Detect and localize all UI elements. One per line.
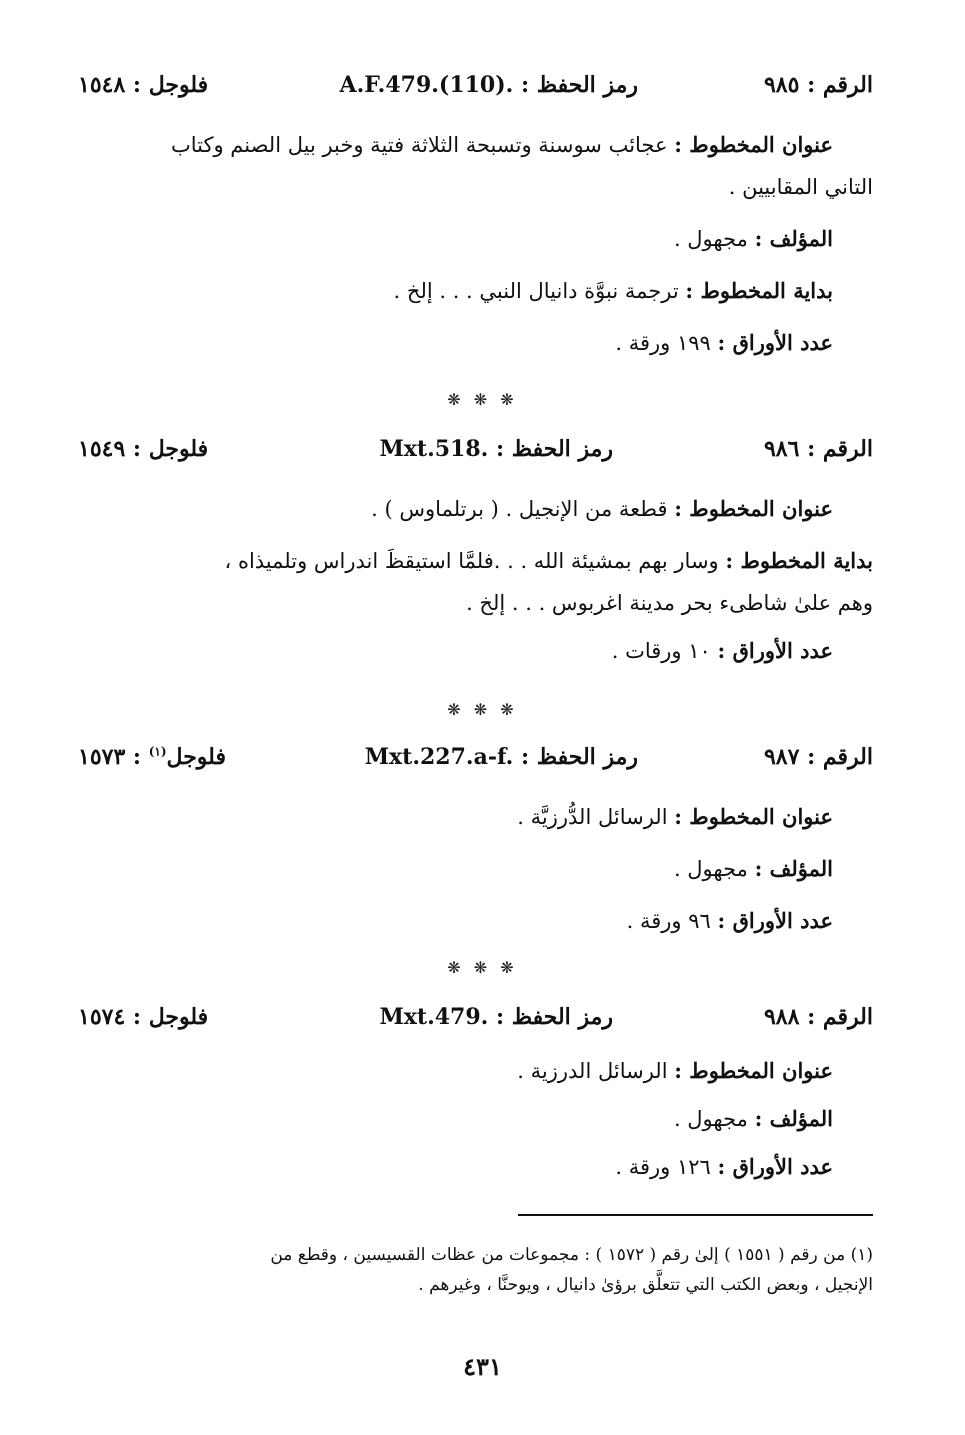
shelfmark-value: Mxt.518. [379, 436, 489, 462]
leaves-value: ١٩٩ ورقة . [615, 331, 711, 355]
entry-header [78, 744, 873, 784]
title-continuation: التاني المقابيين . [728, 175, 873, 199]
separator: ❋ ❋ ❋ [447, 390, 518, 409]
start-value: وسار بهم بمشيئة الله . . .فلمَّا استيقظَ اندراس وتلميذاه ، [224, 549, 719, 573]
flugel-number: فلوجل : ١٥٤٨ [78, 72, 209, 98]
flugel-word: فلوجل [166, 744, 226, 770]
author-key: المؤلف : [754, 226, 833, 251]
start-continuation: وهم علىٰ شاطىء بحر مدينة اغربوس . . . إلخ . [466, 591, 873, 615]
start-value: ترجمة نبوَّة دانيال النبي . . . إلخ . [393, 279, 679, 303]
start-key: بداية المخطوط : [725, 548, 873, 573]
leaves-line [78, 630, 873, 672]
title-key: عنوان المخطوط : [674, 132, 833, 157]
leaves-line [78, 900, 873, 942]
shelfmark [365, 744, 638, 770]
footnote-marker: (١) [148, 744, 167, 759]
author-key: المؤلف : [754, 856, 833, 881]
flugel-number [78, 744, 226, 770]
footnote-line-2: الإنجيل ، وبعض الكتب التي تتعلَّق برؤىٰ دانيال ، ويوحنَّا ، وغيرهم . [418, 1275, 873, 1295]
entry-number: الرقم : ٩٨٧ [763, 744, 873, 770]
entry-987 [78, 744, 873, 942]
page-number: ٤٣١ [463, 1352, 502, 1381]
shelfmark-label: رمز الحفظ : [495, 1004, 613, 1030]
author-key: المؤلف : [754, 1106, 833, 1131]
entry-986 [78, 436, 873, 672]
flugel-value: : ١٥٧٣ [78, 744, 142, 770]
separator: ❋ ❋ ❋ [447, 700, 518, 719]
leaves-line [78, 1146, 873, 1188]
title-value: الرسائل الدرزية . [517, 1059, 668, 1083]
footnote [78, 1240, 873, 1300]
title-line [78, 488, 873, 530]
title-line [78, 124, 873, 166]
shelfmark [379, 436, 613, 462]
entry-number: الرقم : ٩٨٨ [763, 1004, 873, 1030]
title-value: عجائب سوسنة وتسبحة الثلاثة فتية وخبر بيل الصنم وكتاب [170, 133, 668, 157]
leaves-value: ١٠ ورقات . [611, 639, 711, 663]
leaves-key: عدد الأوراق : [717, 638, 833, 663]
shelfmark-label: رمز الحفظ : [495, 436, 613, 462]
leaves-key: عدد الأوراق : [717, 1154, 833, 1179]
shelfmark [340, 72, 638, 98]
title-key: عنوان المخطوط : [674, 1058, 833, 1083]
shelfmark-label: رمز الحفظ : [520, 744, 638, 770]
author-line [78, 848, 873, 890]
leaves-line [78, 322, 873, 364]
title-key: عنوان المخطوط : [674, 804, 833, 829]
entry-number: الرقم : ٩٨٥ [763, 72, 873, 98]
title-value: قطعة من الإنجيل . ( برتلماوس ) . [371, 497, 668, 521]
author-value: مجهول . [673, 857, 748, 881]
start-key: بداية المخطوط : [685, 278, 833, 303]
entry-header [78, 1004, 873, 1044]
start-line [78, 270, 873, 312]
author-line [78, 218, 873, 260]
title-line [78, 1050, 873, 1092]
entry-985 [78, 72, 873, 364]
entry-header [78, 72, 873, 112]
flugel-number: فلوجل : ١٥٧٤ [78, 1004, 209, 1030]
leaves-key: عدد الأوراق : [717, 330, 833, 355]
separator: ❋ ❋ ❋ [447, 958, 518, 977]
footnote-line-1: (١) من رقم ( ١٥٥١ ) إلىٰ رقم ( ١٥٧٢ ) : مجموعات من عظات القسيسين ، وقطع من [270, 1245, 873, 1265]
entry-header [78, 436, 873, 476]
leaves-value: ٩٦ ورقة . [626, 909, 711, 933]
title-key: عنوان المخطوط : [674, 496, 833, 521]
author-line [78, 1098, 873, 1140]
start-line [78, 540, 873, 582]
shelfmark-value: Mxt.479. [379, 1004, 489, 1030]
footnote-rule [518, 1214, 873, 1216]
title-line [78, 796, 873, 838]
title-value: الرسائل الدُّرزيَّة . [517, 805, 668, 829]
entry-number: الرقم : ٩٨٦ [763, 436, 873, 462]
leaves-key: عدد الأوراق : [717, 908, 833, 933]
author-value: مجهول . [673, 227, 748, 251]
shelfmark [379, 1004, 613, 1030]
author-value: مجهول . [673, 1107, 748, 1131]
shelfmark-value: Mxt.227.a-f. [364, 744, 514, 770]
shelfmark-label: رمز الحفظ : [520, 72, 638, 98]
shelfmark-value: A.F.479.(110). [339, 72, 514, 98]
leaves-value: ١٢٦ ورقة . [615, 1155, 711, 1179]
flugel-number: فلوجل : ١٥٤٩ [78, 436, 209, 462]
entry-988 [78, 1004, 873, 1188]
